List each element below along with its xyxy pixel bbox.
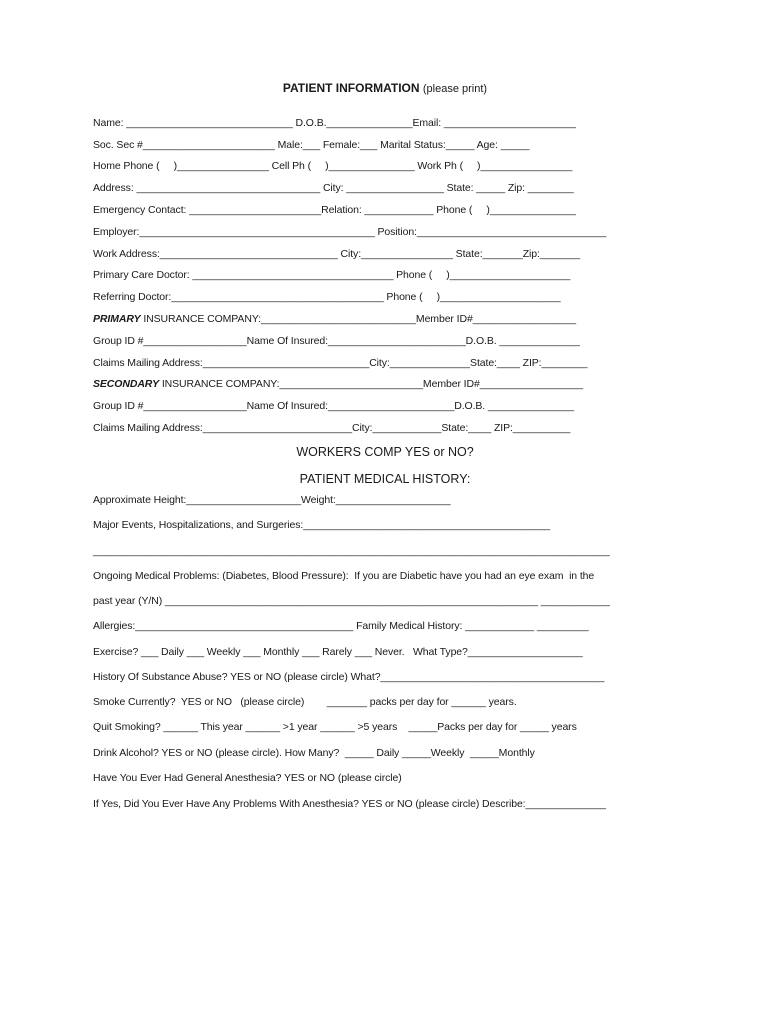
substance-abuse-line[interactable]: History Of Substance Abuse? YES or NO (please circle) What?_______________________________________ bbox=[93, 671, 605, 683]
work-address-line[interactable]: Work Address:_______________________________ City:________________ State:_______Zip:_______ bbox=[93, 248, 580, 260]
height-weight-line[interactable]: Approximate Height:____________________Weight:____________________ bbox=[93, 494, 451, 506]
eye-exam-line[interactable]: past year (Y/N) _________________________________________________________________ ____________ bbox=[93, 595, 610, 607]
secondary-insurance-fields[interactable]: INSURANCE COMPANY:_________________________Member ID#__________________ bbox=[159, 378, 584, 390]
major-events-line[interactable]: Major Events, Hospitalizations, and Surgeries:___________________________________________ bbox=[93, 519, 550, 531]
phone-numbers-line[interactable]: Home Phone ( )________________ Cell Ph ( )_______________ Work Ph ( )________________ bbox=[93, 160, 573, 172]
employer-line[interactable]: Employer:_________________________________________ Position:_________________________________ bbox=[93, 226, 607, 238]
exercise-line[interactable]: Exercise? ___ Daily ___ Weekly ___ Monthly ___ Rarely ___ Never. What Type?____________________ bbox=[93, 646, 583, 658]
quit-smoking-line[interactable]: Quit Smoking? ______ This year ______ >1 year ______ >5 years _____Packs per day for _____ years bbox=[93, 721, 577, 733]
form-title: PATIENT INFORMATION bbox=[282, 81, 420, 95]
primary-label: PRIMARY bbox=[93, 313, 141, 325]
secondary-label: SECONDARY bbox=[93, 378, 160, 390]
anesthesia-line[interactable]: Have You Ever Had General Anesthesia? YES or NO (please circle) bbox=[93, 772, 402, 784]
emergency-contact-line[interactable]: Emergency Contact: _______________________Relation: ____________ Phone ( )_______________ bbox=[93, 204, 576, 216]
primary-insurance-fields[interactable]: INSURANCE COMPANY:___________________________Member ID#__________________ bbox=[140, 313, 577, 325]
smoke-currently-line[interactable]: Smoke Currently? YES or NO (please circle) _______ packs per day for ______ years. bbox=[93, 696, 517, 708]
major-events-continuation-line[interactable]: __________________________________________________________________________________________ bbox=[93, 545, 610, 557]
form-subtitle: (please print) bbox=[422, 83, 488, 95]
anesthesia-problems-line[interactable]: If Yes, Did You Ever Have Any Problems With Anesthesia? YES or NO (please circle) Describe:______________ bbox=[93, 798, 606, 810]
primary-group-id-line[interactable]: Group ID #__________________Name Of Insured:________________________D.O.B. ______________ bbox=[93, 335, 580, 347]
secondary-group-id-line[interactable]: Group ID #__________________Name Of Insured:______________________D.O.B. _______________ bbox=[93, 400, 575, 412]
medical-history-heading: PATIENT MEDICAL HISTORY: bbox=[299, 472, 471, 486]
workers-comp-question[interactable]: WORKERS COMP YES or NO? bbox=[296, 445, 474, 459]
primary-claims-address-line[interactable]: Claims Mailing Address:_____________________________City:______________State:____ ZIP:________ bbox=[93, 357, 588, 369]
primary-care-doctor-line[interactable]: Primary Care Doctor: ___________________________________ Phone ( )_____________________ bbox=[93, 269, 571, 281]
name-dob-email-line[interactable]: Name: _____________________________ D.O.B._______________Email: _______________________ bbox=[93, 117, 576, 129]
page-title bbox=[0, 81, 770, 95]
secondary-insurance-line[interactable] bbox=[93, 377, 583, 391]
referring-doctor-line[interactable]: Referring Doctor:_____________________________________ Phone ( )_____________________ bbox=[93, 291, 561, 303]
secondary-claims-address-line[interactable]: Claims Mailing Address:__________________________City:____________State:____ ZIP:__________ bbox=[93, 422, 571, 434]
address-line[interactable]: Address: ________________________________ City: _________________ State: _____ Zip: ________ bbox=[93, 182, 574, 194]
primary-insurance-line[interactable] bbox=[93, 312, 576, 326]
drink-alcohol-line[interactable]: Drink Alcohol? YES or NO (please circle). How Many? _____ Daily _____Weekly _____Monthly bbox=[93, 747, 535, 759]
allergies-family-history-line[interactable]: Allergies:______________________________________ Family Medical History: ____________ _________ bbox=[93, 620, 589, 632]
ongoing-problems-line: Ongoing Medical Problems: (Diabetes, Blood Pressure): If you are Diabetic have you had an eye exam in the bbox=[93, 570, 595, 582]
ssn-gender-status-line[interactable]: Soc. Sec #_______________________ Male:___ Female:___ Marital Status:_____ Age: _____ bbox=[93, 139, 530, 151]
